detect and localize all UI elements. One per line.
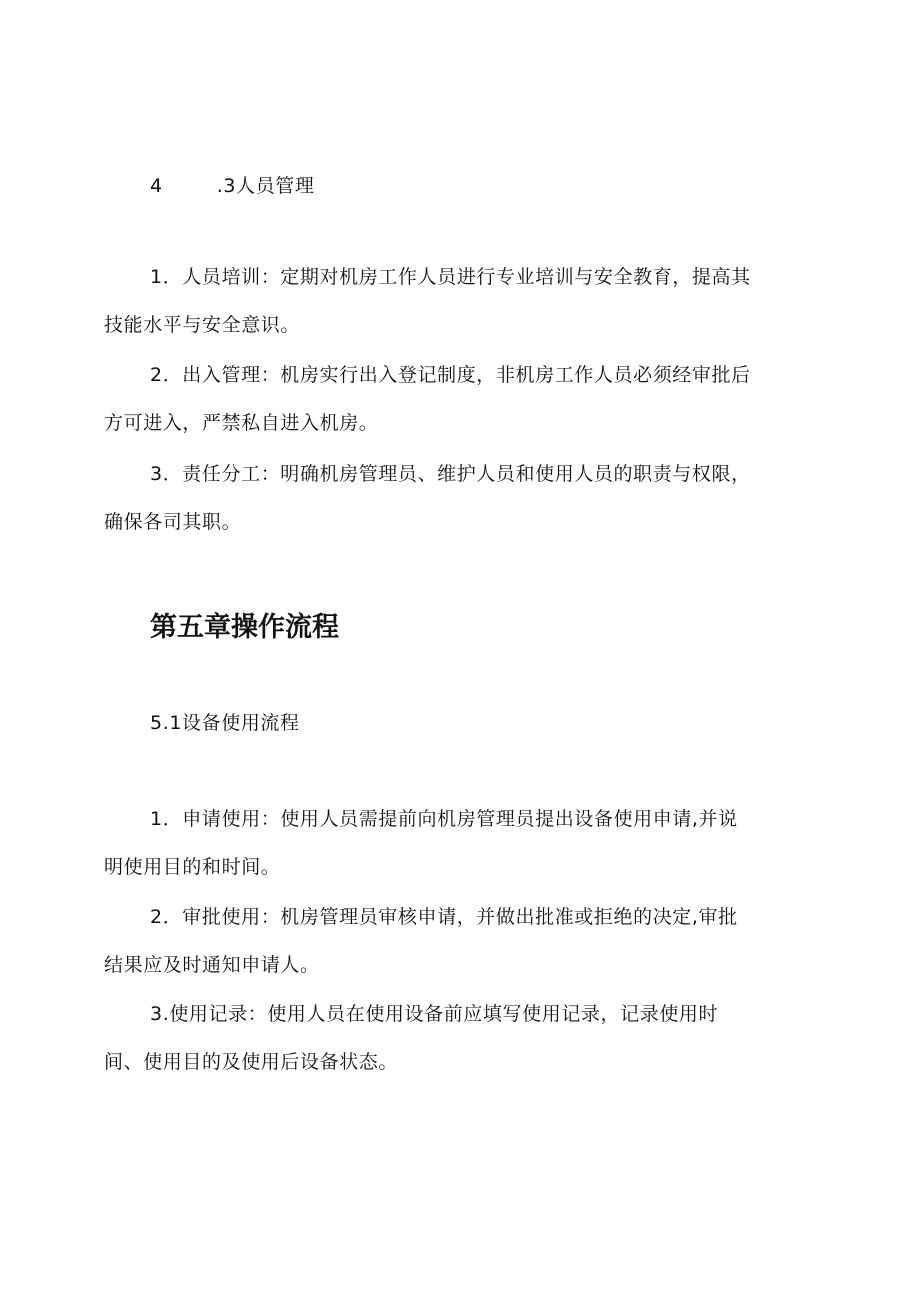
usage-item-2-line-2: 结果应及时通知申请人。 [104,954,320,976]
section-4-3-heading [150,172,314,200]
usage-item-1-line-2: 明使用目的和时间。 [104,856,281,878]
usage-item-2-line-1: 2．审批使用：机房管理员审核申请，并做出批准或拒绝的决定,审批 [150,906,738,928]
chapter-5-title: 第五章操作流程 [150,612,339,643]
usage-item-3-line-2: 间、使用目的及使用后设备状态。 [104,1051,399,1073]
section-5-1-heading: 5.1设备使用流程 [150,712,300,734]
personnel-item-2-line-2: 方可进入，严禁私自进入机房。 [104,412,379,434]
personnel-item-1-line-2: 技能水平与安全意识。 [104,314,301,336]
personnel-item-1-line-1: 1．人员培训：定期对机房工作人员进行专业培训与安全教育，提高其 [150,266,751,288]
personnel-item-3-line-2: 确保各司其职。 [104,511,242,533]
section-number-major: 4 [150,175,163,197]
usage-item-1-line-1: 1．申请使用：使用人员需提前向机房管理员提出设备使用申请,并说 [150,808,738,830]
personnel-item-2-line-1: 2．出入管理：机房实行出入登记制度，非机房工作人员必须经审批后 [150,364,751,386]
section-number-title: .3人员管理 [216,175,315,197]
personnel-item-3-line-1: 3．责任分工：明确机房管理员、维护人员和使用人员的职责与权限， [150,463,751,485]
usage-item-3-line-1: 3.使用记录：使用人员在使用设备前应填写使用记录，记录使用时 [150,1003,719,1025]
